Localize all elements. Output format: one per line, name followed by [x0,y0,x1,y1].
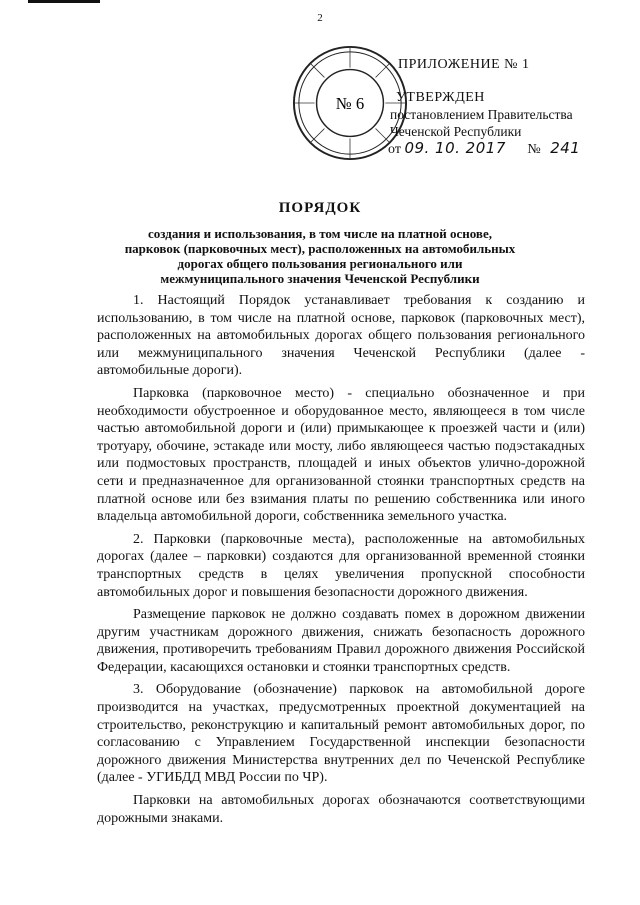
paragraph: 2. Парковки (парковочные места), расположенные на автомобильных дорогах (далее – парковки) создаются для организованной временной стоянки транспортных средств в целях увеличения пропускной способности автомобильных дорог и повышения безопасности дорожного движения. [97,531,585,600]
decree-line: постановлением Правительства [390,107,573,122]
subtitle-line: межмуниципального значения Чеченской Республики [160,271,480,286]
paragraph: 3. Оборудование (обозначение) парковок на автомобильной дороге производится на участках, предусмотренных проектной документацией на строительство, реконструкцию и капитальный ремонт автомобильных дорог, по согласованию с Управлением Государственной инспекции безопасности дорожного движения Министерства внутренних дел по Чеченской Республике (далее - УГИБДД МВД России по ЧР). [97,682,585,786]
decree-date: 09. 10. 2017 [404,139,506,157]
date-line [388,140,618,158]
paragraph: 1. Настоящий Порядок устанавливает требования к созданию и использованию, в том числе на платной основе, парковок (парковочных мест), расположенных на автомобильных дорогах общего пользования регионального или межмуниципального значения Чеченской Республики (далее - автомобильные дороги). [97,293,585,379]
corner-mark [28,0,100,3]
document-body [97,292,585,832]
decree-number: 241 [550,139,581,157]
approval-header [378,56,618,158]
page-number: 2 [317,12,323,24]
document-title: ПОРЯДОК [278,200,362,216]
paragraph: Парковки на автомобильных дорогах обозначаются соответствующими дорожными знаками. [97,793,585,826]
paragraph: Парковка (парковочное место) - специально обозначенное и при необходимости обустроенное и оборудованное место, являющееся в том числе частью автомобильной дороги и (или) примыкающее к проезжей части и (или) тротуару, обочине, эстакаде или мосту, либо являющееся частью подэстакадных или подмостовых пространств, площадей и иных объектов улично-дорожной сети и предназначенное для организованной стоянки транспортных средств на платной основе или без взимания платы по решению собственника или иного владельца автомобильной дороги, собственника земельного участка. [97,385,585,525]
decree-number-label: № [527,142,541,157]
paragraph: Размещение парковок не должно создавать помех в дорожном движении другим участникам дорожного движения, снижать безопасность дорожного движения, противоречить требованиям Правил дорожного движения Российской Федерации, касающихся остановки и стоянки транспортных средств. [97,607,585,675]
republic-line: Чеченской Республики [390,124,522,139]
document-subtitle [100,226,540,286]
subtitle-line: парковок (парковочных мест), расположенных на автомобильных [124,241,516,256]
subtitle-line: дорогах общего пользования регионального или [177,256,463,271]
stamp-number: № 6 [335,93,365,113]
annex-label: ПРИЛОЖЕНИЕ № 1 [398,57,530,72]
subtitle-line: создания и использования, в том числе на платной основе, [148,226,492,241]
date-prefix: от [388,142,401,157]
approved-label: УТВЕРЖДЕН [396,90,485,105]
